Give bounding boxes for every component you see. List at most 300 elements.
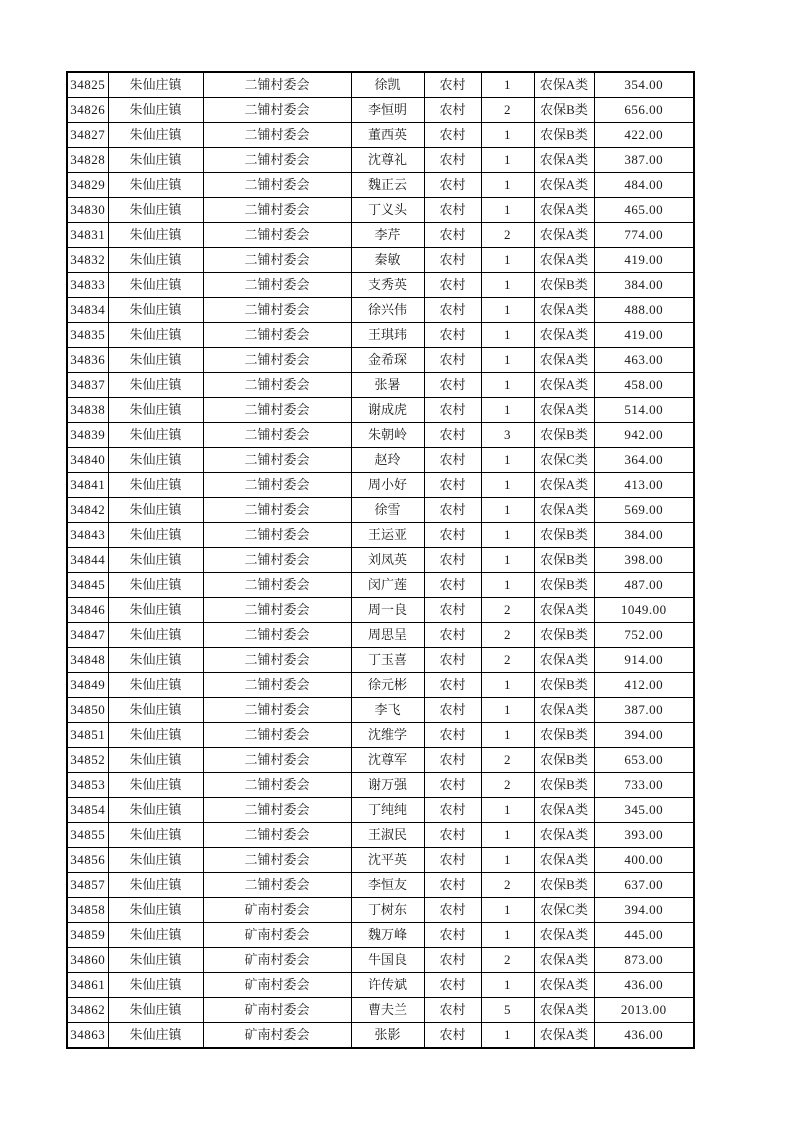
cell-category: 农村: [424, 548, 481, 573]
cell-town: 朱仙庄镇: [108, 548, 203, 573]
cell-village_committee: 二铺村委会: [203, 648, 351, 673]
cell-insurance_type: 农保B类: [534, 273, 594, 298]
cell-insurance_type: 农保A类: [534, 973, 594, 998]
cell-village_committee: 二铺村委会: [203, 273, 351, 298]
cell-village_committee: 二铺村委会: [203, 323, 351, 348]
cell-category: 农村: [424, 898, 481, 923]
cell-person_count: 1: [481, 473, 534, 498]
cell-serial_number: 34855: [67, 823, 108, 848]
cell-town: 朱仙庄镇: [108, 98, 203, 123]
cell-insurance_type: 农保C类: [534, 898, 594, 923]
cell-insurance_type: 农保A类: [534, 648, 594, 673]
cell-person_name: 谢万强: [351, 773, 424, 798]
cell-person_name: 丁玉喜: [351, 648, 424, 673]
table-row: [67, 373, 694, 398]
cell-amount: 354.00: [594, 72, 694, 98]
table-row: [67, 698, 694, 723]
cell-person_count: 1: [481, 448, 534, 473]
cell-category: 农村: [424, 923, 481, 948]
table-row: [67, 598, 694, 623]
cell-town: 朱仙庄镇: [108, 998, 203, 1023]
cell-person_count: 1: [481, 548, 534, 573]
cell-category: 农村: [424, 523, 481, 548]
cell-category: 农村: [424, 798, 481, 823]
cell-town: 朱仙庄镇: [108, 1023, 203, 1049]
cell-person_count: 1: [481, 498, 534, 523]
cell-village_committee: 二铺村委会: [203, 548, 351, 573]
cell-town: 朱仙庄镇: [108, 423, 203, 448]
cell-person_name: 张暑: [351, 373, 424, 398]
table-row: [67, 323, 694, 348]
cell-insurance_type: 农保A类: [534, 373, 594, 398]
cell-amount: 400.00: [594, 848, 694, 873]
cell-insurance_type: 农保A类: [534, 223, 594, 248]
cell-serial_number: 34832: [67, 248, 108, 273]
cell-insurance_type: 农保A类: [534, 498, 594, 523]
cell-serial_number: 34853: [67, 773, 108, 798]
cell-town: 朱仙庄镇: [108, 673, 203, 698]
cell-person_name: 董西英: [351, 123, 424, 148]
cell-village_committee: 二铺村委会: [203, 498, 351, 523]
cell-category: 农村: [424, 998, 481, 1023]
cell-serial_number: 34828: [67, 148, 108, 173]
cell-person_name: 赵玲: [351, 448, 424, 473]
table-row: [67, 223, 694, 248]
cell-village_committee: 二铺村委会: [203, 98, 351, 123]
cell-amount: 487.00: [594, 573, 694, 598]
cell-village_committee: 矿南村委会: [203, 973, 351, 998]
cell-person_count: 1: [481, 1023, 534, 1049]
cell-person_count: 1: [481, 348, 534, 373]
cell-person_name: 徐凯: [351, 72, 424, 98]
table-row: [67, 798, 694, 823]
table-row: [67, 398, 694, 423]
cell-serial_number: 34843: [67, 523, 108, 548]
cell-amount: 445.00: [594, 923, 694, 948]
cell-category: 农村: [424, 648, 481, 673]
cell-person_name: 沈尊军: [351, 748, 424, 773]
cell-serial_number: 34825: [67, 72, 108, 98]
cell-serial_number: 34860: [67, 948, 108, 973]
cell-person_count: 2: [481, 648, 534, 673]
cell-town: 朱仙庄镇: [108, 298, 203, 323]
cell-person_count: 3: [481, 423, 534, 448]
cell-person_count: 1: [481, 923, 534, 948]
cell-town: 朱仙庄镇: [108, 498, 203, 523]
cell-person_count: 2: [481, 598, 534, 623]
cell-person_name: 支秀英: [351, 273, 424, 298]
cell-village_committee: 矿南村委会: [203, 1023, 351, 1049]
cell-serial_number: 34852: [67, 748, 108, 773]
cell-village_committee: 二铺村委会: [203, 198, 351, 223]
cell-person_name: 周一良: [351, 598, 424, 623]
cell-serial_number: 34840: [67, 448, 108, 473]
cell-amount: 387.00: [594, 148, 694, 173]
table-row: [67, 548, 694, 573]
cell-village_committee: 二铺村委会: [203, 123, 351, 148]
cell-person_count: 1: [481, 823, 534, 848]
cell-town: 朱仙庄镇: [108, 923, 203, 948]
table-row: [67, 748, 694, 773]
cell-town: 朱仙庄镇: [108, 348, 203, 373]
cell-village_committee: 矿南村委会: [203, 948, 351, 973]
cell-category: 农村: [424, 773, 481, 798]
cell-town: 朱仙庄镇: [108, 948, 203, 973]
cell-insurance_type: 农保A类: [534, 848, 594, 873]
table-row: [67, 98, 694, 123]
cell-person_name: 徐雪: [351, 498, 424, 523]
cell-category: 农村: [424, 223, 481, 248]
table-row: [67, 423, 694, 448]
cell-person_name: 周小好: [351, 473, 424, 498]
cell-category: 农村: [424, 948, 481, 973]
table-row: [67, 173, 694, 198]
cell-person_name: 沈平英: [351, 848, 424, 873]
cell-amount: 914.00: [594, 648, 694, 673]
cell-person_name: 周思呈: [351, 623, 424, 648]
cell-village_committee: 二铺村委会: [203, 473, 351, 498]
cell-village_committee: 二铺村委会: [203, 173, 351, 198]
cell-village_committee: 二铺村委会: [203, 848, 351, 873]
cell-town: 朱仙庄镇: [108, 598, 203, 623]
cell-serial_number: 34847: [67, 623, 108, 648]
cell-person_name: 金希琛: [351, 348, 424, 373]
cell-category: 农村: [424, 148, 481, 173]
table-row: [67, 273, 694, 298]
cell-serial_number: 34842: [67, 498, 108, 523]
cell-serial_number: 34837: [67, 373, 108, 398]
cell-insurance_type: 农保A类: [534, 198, 594, 223]
cell-person_count: 1: [481, 373, 534, 398]
cell-serial_number: 34856: [67, 848, 108, 873]
cell-serial_number: 34836: [67, 348, 108, 373]
cell-person_count: 1: [481, 723, 534, 748]
cell-amount: 394.00: [594, 898, 694, 923]
table-row: [67, 148, 694, 173]
cell-insurance_type: 农保A类: [534, 923, 594, 948]
cell-town: 朱仙庄镇: [108, 273, 203, 298]
cell-town: 朱仙庄镇: [108, 123, 203, 148]
cell-category: 农村: [424, 473, 481, 498]
cell-town: 朱仙庄镇: [108, 248, 203, 273]
cell-category: 农村: [424, 248, 481, 273]
table-row: [67, 498, 694, 523]
cell-amount: 436.00: [594, 1023, 694, 1049]
cell-insurance_type: 农保A类: [534, 248, 594, 273]
cell-town: 朱仙庄镇: [108, 823, 203, 848]
cell-person_count: 1: [481, 72, 534, 98]
cell-person_name: 李飞: [351, 698, 424, 723]
cell-town: 朱仙庄镇: [108, 72, 203, 98]
cell-person_name: 李恒明: [351, 98, 424, 123]
cell-amount: 942.00: [594, 423, 694, 448]
cell-category: 农村: [424, 598, 481, 623]
cell-insurance_type: 农保B类: [534, 673, 594, 698]
cell-serial_number: 34854: [67, 798, 108, 823]
cell-village_committee: 二铺村委会: [203, 623, 351, 648]
cell-amount: 413.00: [594, 473, 694, 498]
cell-insurance_type: 农保A类: [534, 173, 594, 198]
cell-insurance_type: 农保A类: [534, 148, 594, 173]
table-row: [67, 198, 694, 223]
cell-person_name: 丁树东: [351, 898, 424, 923]
cell-town: 朱仙庄镇: [108, 323, 203, 348]
cell-person_count: 1: [481, 898, 534, 923]
cell-category: 农村: [424, 823, 481, 848]
cell-serial_number: 34849: [67, 673, 108, 698]
cell-person_count: 1: [481, 248, 534, 273]
cell-person_count: 1: [481, 273, 534, 298]
cell-person_name: 张影: [351, 1023, 424, 1049]
cell-village_committee: 二铺村委会: [203, 723, 351, 748]
cell-category: 农村: [424, 498, 481, 523]
cell-serial_number: 34848: [67, 648, 108, 673]
cell-insurance_type: 农保B类: [534, 873, 594, 898]
cell-insurance_type: 农保B类: [534, 723, 594, 748]
cell-serial_number: 34845: [67, 573, 108, 598]
cell-village_committee: 二铺村委会: [203, 823, 351, 848]
cell-insurance_type: 农保A类: [534, 798, 594, 823]
cell-category: 农村: [424, 323, 481, 348]
cell-serial_number: 34850: [67, 698, 108, 723]
cell-amount: 384.00: [594, 523, 694, 548]
cell-category: 农村: [424, 623, 481, 648]
cell-category: 农村: [424, 973, 481, 998]
cell-person_count: 1: [481, 298, 534, 323]
table-row: [67, 648, 694, 673]
cell-insurance_type: 农保A类: [534, 698, 594, 723]
cell-serial_number: 34851: [67, 723, 108, 748]
cell-person_count: 1: [481, 973, 534, 998]
cell-serial_number: 34857: [67, 873, 108, 898]
cell-insurance_type: 农保A类: [534, 998, 594, 1023]
cell-amount: 488.00: [594, 298, 694, 323]
cell-serial_number: 34827: [67, 123, 108, 148]
cell-town: 朱仙庄镇: [108, 573, 203, 598]
cell-town: 朱仙庄镇: [108, 148, 203, 173]
cell-village_committee: 矿南村委会: [203, 898, 351, 923]
table-row: [67, 773, 694, 798]
cell-category: 农村: [424, 723, 481, 748]
cell-category: 农村: [424, 298, 481, 323]
cell-insurance_type: 农保A类: [534, 72, 594, 98]
cell-category: 农村: [424, 448, 481, 473]
cell-town: 朱仙庄镇: [108, 523, 203, 548]
cell-amount: 653.00: [594, 748, 694, 773]
cell-village_committee: 二铺村委会: [203, 598, 351, 623]
cell-insurance_type: 农保B类: [534, 98, 594, 123]
cell-town: 朱仙庄镇: [108, 198, 203, 223]
table-row: [67, 573, 694, 598]
cell-person_count: 1: [481, 523, 534, 548]
cell-insurance_type: 农保B类: [534, 773, 594, 798]
table-row: [67, 923, 694, 948]
cell-person_name: 朱朝岭: [351, 423, 424, 448]
cell-person_name: 徐元彬: [351, 673, 424, 698]
cell-person_name: 王琪玮: [351, 323, 424, 348]
cell-amount: 458.00: [594, 373, 694, 398]
cell-person_count: 2: [481, 748, 534, 773]
cell-insurance_type: 农保B类: [534, 748, 594, 773]
cell-insurance_type: 农保A类: [534, 298, 594, 323]
cell-person_name: 牛国良: [351, 948, 424, 973]
table-row: [67, 823, 694, 848]
cell-village_committee: 二铺村委会: [203, 248, 351, 273]
cell-amount: 419.00: [594, 323, 694, 348]
cell-insurance_type: 农保A类: [534, 348, 594, 373]
cell-serial_number: 34841: [67, 473, 108, 498]
cell-town: 朱仙庄镇: [108, 623, 203, 648]
cell-amount: 364.00: [594, 448, 694, 473]
cell-town: 朱仙庄镇: [108, 898, 203, 923]
cell-town: 朱仙庄镇: [108, 848, 203, 873]
table-row: [67, 448, 694, 473]
cell-category: 农村: [424, 1023, 481, 1049]
cell-serial_number: 34826: [67, 98, 108, 123]
cell-town: 朱仙庄镇: [108, 723, 203, 748]
table-body: [67, 72, 694, 1048]
cell-person_name: 秦敏: [351, 248, 424, 273]
cell-category: 农村: [424, 698, 481, 723]
table-row: [67, 123, 694, 148]
cell-amount: 484.00: [594, 173, 694, 198]
cell-town: 朱仙庄镇: [108, 223, 203, 248]
cell-category: 农村: [424, 72, 481, 98]
table-row: [67, 723, 694, 748]
table-row: [67, 673, 694, 698]
cell-serial_number: 34838: [67, 398, 108, 423]
table-row: [67, 898, 694, 923]
table-row: [67, 623, 694, 648]
cell-category: 农村: [424, 748, 481, 773]
cell-serial_number: 34858: [67, 898, 108, 923]
social-insurance-table: [66, 71, 695, 1049]
cell-insurance_type: 农保A类: [534, 323, 594, 348]
cell-serial_number: 34830: [67, 198, 108, 223]
cell-amount: 873.00: [594, 948, 694, 973]
cell-amount: 436.00: [594, 973, 694, 998]
cell-village_committee: 二铺村委会: [203, 348, 351, 373]
cell-person_count: 1: [481, 573, 534, 598]
table-row: [67, 998, 694, 1023]
cell-town: 朱仙庄镇: [108, 798, 203, 823]
table-row: [67, 298, 694, 323]
cell-town: 朱仙庄镇: [108, 373, 203, 398]
cell-insurance_type: 农保B类: [534, 123, 594, 148]
cell-person_name: 曹夫兰: [351, 998, 424, 1023]
cell-person_name: 丁纯纯: [351, 798, 424, 823]
cell-town: 朱仙庄镇: [108, 398, 203, 423]
cell-village_committee: 二铺村委会: [203, 72, 351, 98]
cell-amount: 394.00: [594, 723, 694, 748]
cell-person_count: 2: [481, 873, 534, 898]
cell-amount: 398.00: [594, 548, 694, 573]
cell-amount: 514.00: [594, 398, 694, 423]
cell-village_committee: 二铺村委会: [203, 523, 351, 548]
cell-insurance_type: 农保A类: [534, 473, 594, 498]
cell-village_committee: 二铺村委会: [203, 398, 351, 423]
table-row: [67, 248, 694, 273]
cell-serial_number: 34863: [67, 1023, 108, 1049]
cell-person_name: 王淑民: [351, 823, 424, 848]
cell-amount: 463.00: [594, 348, 694, 373]
cell-person_name: 丁义头: [351, 198, 424, 223]
cell-category: 农村: [424, 123, 481, 148]
cell-amount: 637.00: [594, 873, 694, 898]
cell-person_count: 1: [481, 323, 534, 348]
cell-person_name: 沈维学: [351, 723, 424, 748]
table-row: [67, 1023, 694, 1049]
cell-village_committee: 二铺村委会: [203, 423, 351, 448]
cell-insurance_type: 农保B类: [534, 573, 594, 598]
cell-village_committee: 二铺村委会: [203, 773, 351, 798]
cell-person_count: 1: [481, 673, 534, 698]
table-row: [67, 523, 694, 548]
cell-insurance_type: 农保C类: [534, 448, 594, 473]
cell-serial_number: 34861: [67, 973, 108, 998]
cell-person_name: 魏正云: [351, 173, 424, 198]
cell-insurance_type: 农保A类: [534, 1023, 594, 1049]
cell-category: 农村: [424, 273, 481, 298]
cell-category: 农村: [424, 573, 481, 598]
cell-insurance_type: 农保A类: [534, 823, 594, 848]
cell-amount: 733.00: [594, 773, 694, 798]
table-row: [67, 348, 694, 373]
cell-town: 朱仙庄镇: [108, 773, 203, 798]
cell-category: 农村: [424, 873, 481, 898]
cell-person_count: 1: [481, 848, 534, 873]
cell-person_count: 2: [481, 223, 534, 248]
cell-insurance_type: 农保B类: [534, 623, 594, 648]
cell-insurance_type: 农保A类: [534, 948, 594, 973]
cell-person_count: 1: [481, 173, 534, 198]
cell-person_name: 王运亚: [351, 523, 424, 548]
cell-village_committee: 二铺村委会: [203, 673, 351, 698]
cell-person_count: 2: [481, 948, 534, 973]
cell-insurance_type: 农保A类: [534, 398, 594, 423]
cell-person_name: 谢成虎: [351, 398, 424, 423]
cell-village_committee: 矿南村委会: [203, 923, 351, 948]
cell-insurance_type: 农保B类: [534, 423, 594, 448]
cell-town: 朱仙庄镇: [108, 973, 203, 998]
table-row: [67, 72, 694, 98]
cell-amount: 465.00: [594, 198, 694, 223]
cell-village_committee: 二铺村委会: [203, 448, 351, 473]
cell-amount: 419.00: [594, 248, 694, 273]
table-row: [67, 473, 694, 498]
cell-person_name: 李恒友: [351, 873, 424, 898]
cell-serial_number: 34862: [67, 998, 108, 1023]
cell-insurance_type: 农保B类: [534, 523, 594, 548]
cell-insurance_type: 农保B类: [534, 548, 594, 573]
cell-village_committee: 二铺村委会: [203, 298, 351, 323]
cell-town: 朱仙庄镇: [108, 873, 203, 898]
cell-town: 朱仙庄镇: [108, 448, 203, 473]
cell-person_name: 闵广莲: [351, 573, 424, 598]
cell-category: 农村: [424, 373, 481, 398]
cell-amount: 1049.00: [594, 598, 694, 623]
table-row: [67, 973, 694, 998]
cell-amount: 387.00: [594, 698, 694, 723]
cell-serial_number: 34829: [67, 173, 108, 198]
cell-amount: 2013.00: [594, 998, 694, 1023]
cell-person_count: 1: [481, 698, 534, 723]
cell-amount: 752.00: [594, 623, 694, 648]
cell-serial_number: 34839: [67, 423, 108, 448]
cell-person_name: 李芹: [351, 223, 424, 248]
cell-person_name: 许传斌: [351, 973, 424, 998]
cell-serial_number: 34835: [67, 323, 108, 348]
